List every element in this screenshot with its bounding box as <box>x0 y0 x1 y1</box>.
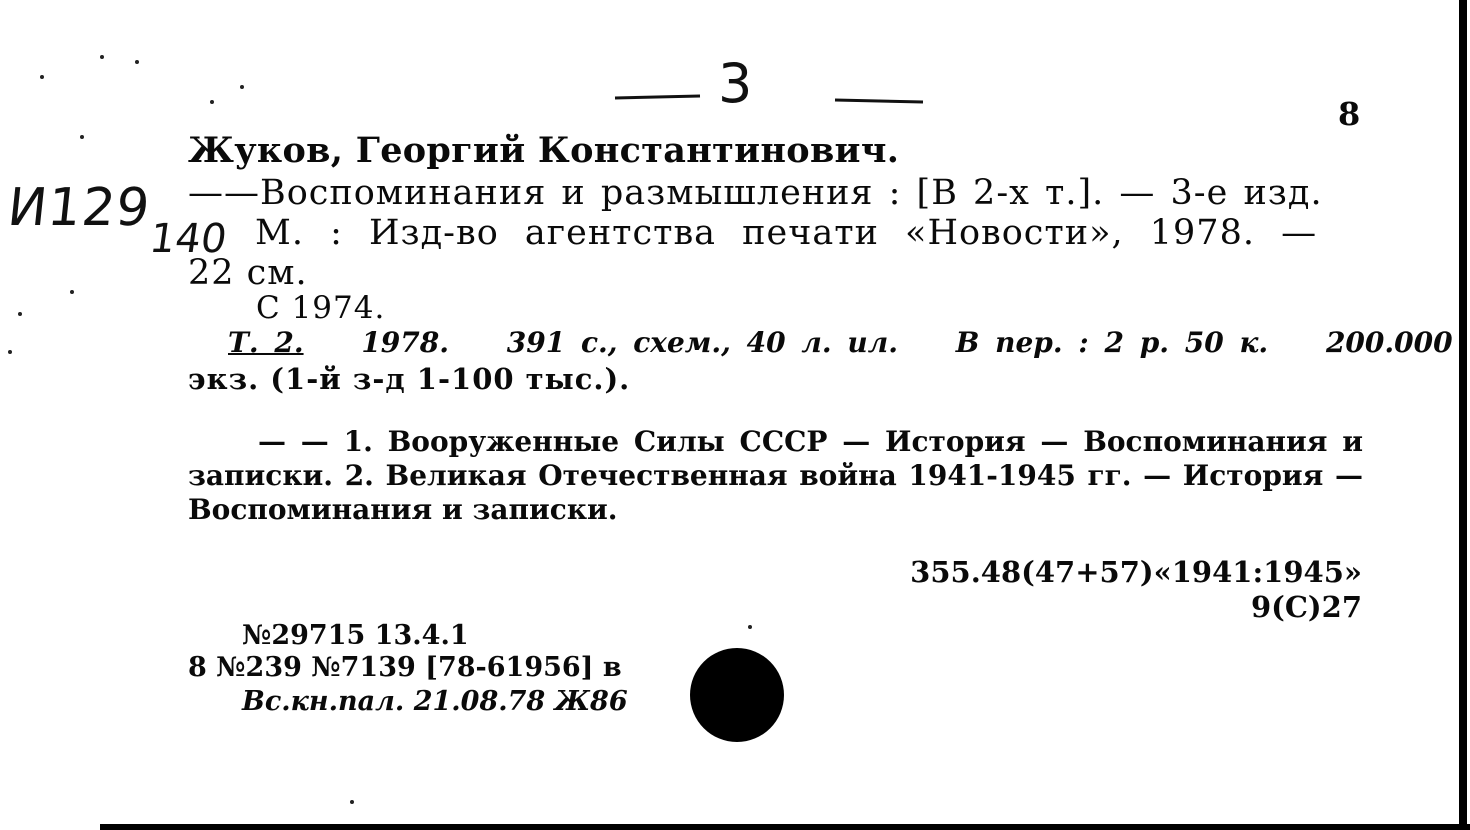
volume-row <box>228 326 1453 359</box>
volume-pages: 391 с., схем., 40 л. ил. <box>506 326 898 359</box>
handwritten-number-mark <box>605 50 935 120</box>
classification-bbk: 9(С)27 <box>1250 590 1362 624</box>
copies-line: экз. (1-й з-д 1-100 тыс.). <box>188 362 631 396</box>
classification-udc: 355.48(47+57)«1941:1945» <box>910 555 1362 589</box>
scan-speck <box>8 350 12 354</box>
since-line: С 1974. <box>256 290 386 326</box>
card-right-edge <box>1459 0 1467 830</box>
scan-speck <box>350 800 354 804</box>
scan-speck <box>210 100 214 104</box>
scan-speck <box>748 625 752 629</box>
catalog-number-line-2: 8 №239 №7139 [78-61956] в <box>188 652 622 683</box>
scan-speck <box>40 75 44 79</box>
scan-speck <box>70 290 74 294</box>
size-line: 22 см. <box>188 253 308 293</box>
publication-line: М. : Изд-во агентства печати «Новости», 1978. — <box>255 213 1318 253</box>
volume-year: 1978. <box>361 326 449 359</box>
volume-price: В пер. : 2 р. 50 к. <box>955 326 1269 359</box>
scan-speck <box>100 55 104 59</box>
title-line: ——Воспоминания и размышления : [В 2-х т.]. — 3-е изд. <box>188 173 1323 213</box>
catalog-number-line-1: №29715 13.4.1 <box>242 620 469 651</box>
volume-label: Т. 2. <box>228 326 304 359</box>
subject-headings <box>188 425 1363 527</box>
author-heading: Жуков, Георгий Константинович. <box>188 130 900 171</box>
scan-speck <box>135 60 139 64</box>
handwritten-shelf-submark: 140 <box>146 216 230 262</box>
punch-hole <box>690 648 784 742</box>
subject-text: — — 1. Вооруженные Силы СССР — История — Воспоминания и записки. 2. Великая Отечественная война 1941-1945 гг. — История — Воспоминания и записки. <box>188 425 1363 526</box>
catalog-number-line-3: Вс.кн.пал. 21.08.78 Ж86 <box>242 686 628 717</box>
scan-speck <box>240 85 244 89</box>
card-number: 8 <box>1338 95 1361 133</box>
card-bottom-edge <box>100 824 1470 830</box>
scan-speck <box>18 312 22 316</box>
handwritten-shelf-mark: И129 <box>4 178 154 238</box>
handwritten-top-digit: 3 <box>718 52 753 115</box>
volume-print-run: 200.000 <box>1325 326 1453 359</box>
scan-speck <box>80 135 84 139</box>
